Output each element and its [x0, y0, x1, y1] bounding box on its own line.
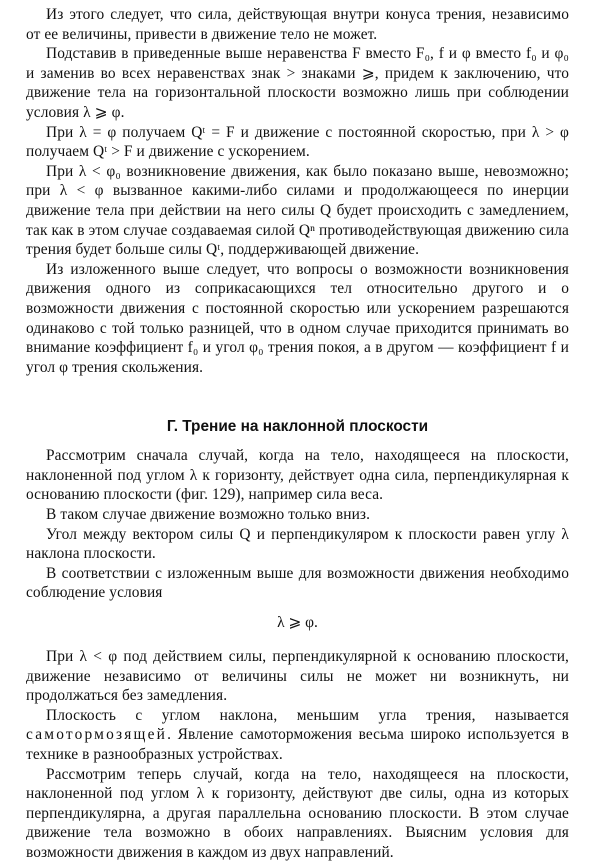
- self-braking-text-a: Плоскость с углом наклона, меньшим угла трения, называется: [46, 706, 569, 724]
- section-heading: Г. Трение на наклонной плоскости: [166, 418, 429, 436]
- paragraph-condition: В соответствии с изложенным выше для возможности движения необходимо соблюдение условия: [26, 564, 569, 602]
- paragraph-angle: Угол между вектором силы Q и перпендикуляром к плоскости равен углу λ наклона плоскости.: [26, 525, 569, 563]
- paragraph-constant-speed: При λ = φ получаем Qᵗ = F и движение с постоянной скоростью, при λ > φ получаем Qᵗ > F и движение с ускорением.: [26, 123, 569, 161]
- self-braking-text-b: . Явление самоторможения весьма широко используется в технике в разнообразных устройствах.: [26, 726, 569, 763]
- paragraph-no-motion: При λ < φ под действием силы, перпендикулярной к основанию плоскости, движение независимо от величины силы не может ни возникнуть, ни продолжаться без замедления.: [26, 648, 569, 705]
- paragraph-conclusion: Из изложенного выше следует, что вопросы о возможности возникновения движения одного из соприкасающихся тел относительно другого и о возможности движения с постоянной скоростью или ускорением разрешаются одинаково с той только разницей, что в одном случае приходится принимать во внимание коэффициент f₀ и угол φ₀ трения покоя, а в другом — коэффициент f и угол φ трения скольжения.: [26, 260, 569, 376]
- paragraph-self-braking: [26, 706, 569, 765]
- paragraph-single-force: Рассмотрим сначала случай, когда на тело, находящееся на плоскости, наклоненной под углом λ к горизонту, действует одна сила, перпендикулярная к основанию плоскости (фиг. 129), например сила веса.: [26, 447, 569, 504]
- paragraph-friction-cone: Из этого следует, что сила, действующая внутри конуса трения, независимо от ее величины, привести в движение тело не может.: [26, 6, 569, 43]
- paragraph-downward-only: В таком случае движение возможно только вниз.: [46, 506, 371, 524]
- self-braking-term: самотормозящей: [26, 726, 168, 744]
- paragraph-two-forces: Рассмотрим теперь случай, когда на тело, находящееся на плоскости, наклоненной под углом λ к горизонту, действуют две силы, одна из которых перпендикулярна, а другая параллельна основанию плоскости. В этом случае движение тела возможно в обоих направлениях. Выясним условия для возможности движения в каждом из двух направлений.: [26, 765, 569, 861]
- paragraph-deceleration: При λ < φ₀ возникновение движения, как было показано выше, невозможно; при λ < φ вызванное какими-либо силами и продолжающееся по инерции движение тела при действии на него силы Q будет происходить с замедлением, так как в этом случае создаваемая силой Qⁿ противодействующая движению сила трения будет больше силы Qᵗ, поддерживающей движение.: [26, 162, 569, 259]
- paragraph-substitution: Подставив в приведенные выше неравенства F вместо F₀, f и φ вместо f₀ и φ₀ и заменив во всех неравенствах знак > знаками ⩾, придем к заключению, что движение тела на горизонтальной плоскости возможно лишь при соблюдении условия λ ⩾ φ.: [26, 45, 569, 121]
- formula-condition: λ ⩾ φ.: [277, 614, 318, 632]
